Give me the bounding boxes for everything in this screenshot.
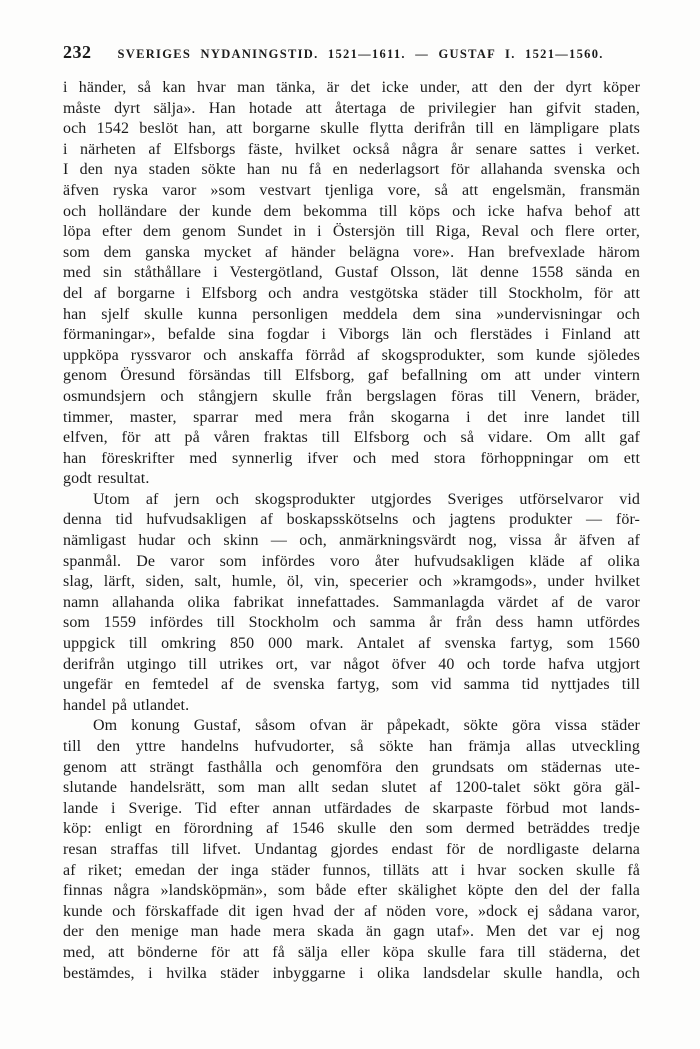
text-line: han föreskrifter med synnerlig ifver och med stora förhoppningar om ett [63, 449, 640, 467]
text-line: godt resultat. [63, 470, 150, 488]
text-line: finnas några »landsköpmän», som både efter skälighet köpte den del der falla [63, 882, 640, 900]
text-line: äfven ryska varor »som vestvart tjenliga vore, så att engelsmän, fransmän [63, 181, 640, 199]
text-line: namn allahanda olika fabrikat innefattades. Sammanlagda värdet af de varor [63, 593, 640, 611]
text-line: i händer, så kan hvar man tänka, är det icke under, att den der dyrt köper [63, 79, 640, 96]
text-line: köp: enligt en förordning af 1546 skulle den som dermed beträddes tredje [63, 820, 640, 838]
text-line: del af borgarne i Elfsborg och andra vestgötska städer till Stockholm, för att [63, 284, 640, 302]
page-header [63, 42, 640, 63]
text-line: Utom af jern och skogsprodukter utgjordes Sveriges utförselvaror vid [93, 490, 640, 508]
text-line: som dem ganska mycket af händer belägna vore». Han brefvexlade härom [63, 243, 640, 261]
text-line: slutande handelsrätt, som man allt sedan slutet af 1200-talet sökt göra gäl- [63, 779, 640, 797]
text-line: genom att strängt fasthålla och genomföra den grundsats om städernas ute- [63, 758, 640, 776]
text-line: der den menige man hade mera skada än gagn utaf». Men det var ej nog [63, 923, 640, 941]
text-line: lande i Sverige. Tid efter annan utfärdades de skarpaste förbud mot lands- [63, 799, 640, 817]
text-line: med, att bönderne för att få sälja eller köpa skulle fara till städerna, det [63, 943, 640, 961]
text-line: nämligast hudar och skinn — och, anmärkningsvärdt nog, vissa år äfven af [63, 532, 640, 550]
text-line: han sjelf skulle kunna personligen meddela dem sina »undervisningar och [63, 305, 640, 323]
text-line: Om konung Gustaf, såsom ofvan är påpekadt, sökte göra vissa städer [93, 717, 640, 735]
text-line: förmaningar», befalde sina fogdar i Viborgs län och flerstädes i Finland att [63, 326, 640, 344]
text-line: handel på utlandet. [63, 696, 190, 714]
text-line: till den yttre handelns hufvudorter, så sökte han främja allas utveckling [63, 738, 640, 755]
text-line: och 1542 beslöt han, att borgarne skulle flytta derifrån till en lämpligare plats [63, 120, 640, 138]
text-line: denna tid hufvudsakligen af boskapsskötselns och jagtens produkter — för- [63, 511, 640, 529]
text-line: resan straffas till lifvet. Undantag gjordes endast för de nordligaste delarna [63, 840, 640, 858]
text-line: som 1559 infördes till Stockholm och samma år från dess hamn utfördes [63, 614, 640, 632]
text-line: slag, lärft, siden, salt, humle, öl, vin, specerier och »kramgods», under hvilket [63, 573, 640, 591]
page-body [63, 78, 640, 984]
text-line: derifrån utgingo till utrikes ort, var något öfver 40 och torde hafva utgjort [63, 655, 640, 673]
text-line: spanmål. De varor som infördes voro åter hufvudsakligen kläde af olika [63, 552, 640, 570]
text-line: I den nya staden sökte han nu få en nederlagsort för allahanda svenska och [63, 161, 640, 179]
text-line: af riket; emedan der inga städer funnos, tilläts att i hvar socken skulle få [63, 861, 640, 879]
text-line: kunde och förskaffade dit igen hvad der af nöden vore, »dock ej sådana varor, [63, 902, 640, 920]
running-title: SVERIGES NYDANINGSTID. 1521—1611. — GUSTAF I. 1521—1560. [117, 47, 604, 61]
text-line: löpa efter dem genom Sundet in i Östersjön till Riga, Reval och flere orter, [63, 223, 640, 241]
text-line: osmundsjern och stångjern skulle från bergslagen föras till Venern, bräder, [63, 387, 640, 405]
text-line: uppköpa ryssvaror och anskaffa förråd af skogsprodukter, som kunde sjöledes [63, 346, 640, 364]
text-line: timmer, master, sparrar med mera från skogarna i det inre landet till [63, 408, 640, 426]
text-line: och holländare der kunde dem bekomma till köps och icke hafva behof att [63, 202, 640, 220]
page-number: 232 [63, 42, 92, 62]
text-line: uppgick till omkring 850 000 mark. Antalet af svenska fartyg, som 1560 [63, 635, 640, 653]
text-line: bestämdes, i hvilka städer inbyggarne i olika landsdelar skulle handla, och [63, 964, 640, 982]
text-line: i närheten af Elfsborgs fäste, hvilket också några år senare sattes i verket. [63, 140, 640, 158]
text-line: elfven, för att på våren fraktas till Elfsborg och så vidare. Om allt gaf [63, 429, 640, 447]
text-line: ungefär en femtedel af de svenska fartyg, som vid samma tid nyttjades till [63, 676, 640, 694]
text-line: genom Öresund försändas till Elfsborg, gaf befallning om att under vintern [63, 367, 640, 385]
text-line: måste dyrt sälja». Han hotade att återtaga de privilegier han gifvit staden, [63, 99, 640, 117]
text-line: med sin ståthållare i Vestergötland, Gustaf Olsson, lät denne 1558 sända en [63, 264, 640, 282]
